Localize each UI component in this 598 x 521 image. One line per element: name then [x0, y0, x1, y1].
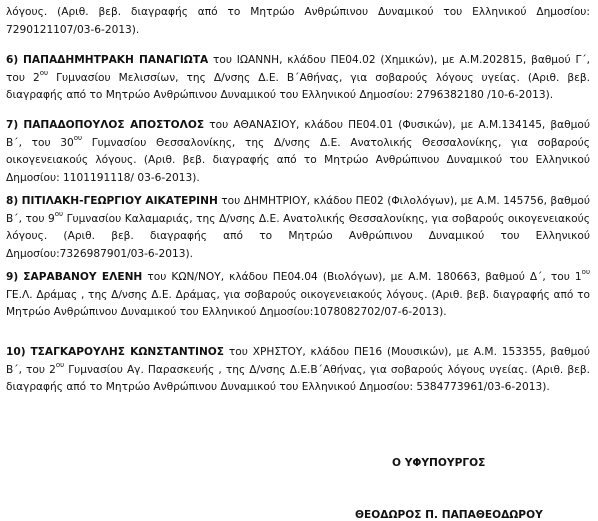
- item-text: του ΙΩΑΝΝΗ, κλάδου ΠΕ04.02 (Χημικών), με Α.Μ.202815, βαθμού Γ΄, του 2: [6, 54, 591, 84]
- item-text: Γυμνασίου Μελισσίων, της Δ/νσης Δ.Ε. Β΄Αθήνας, για σοβαρούς λόγους υγείας. (Αριθ. βεβ. διαγραφής από το Μητρώο Ανθρώπινου Δυναμικού του Ελληνικού Δημοσίου: 2796382180 /10-6-2013).: [6, 71, 590, 101]
- ordinal-suffix: ου: [54, 209, 64, 218]
- paragraph-text: λόγους. (Αριθ. βεβ. διαγραφής από το Μητρώο Ανθρώπινου Δυναμικού του Ελληνικού Δημοσίου: 7290121107/03-6-2013).: [6, 6, 590, 36]
- person-name: ΣΑΡΑΒΑΝΟΥ ΕΛΕΝΗ: [23, 271, 143, 283]
- list-item-7: [6, 117, 590, 187]
- item-text: του ΚΩΝ/ΝΟΥ, κλάδου ΠΕ04.04 (Βιολόγων), με Α.Μ. 180663, βαθμού Δ΄, του 1: [142, 271, 582, 283]
- ordinal-suffix: ου: [39, 68, 49, 77]
- item-text: Γυμνασίου Θεσσαλονίκης, της Δ/νσης Δ.Ε. Ανατολικής Θεσσαλονίκης, για σοβαρούς οικογενειακούς λόγους. (Αριθ. βεβ. διαγραφής από το Μητρώο Ανθρώπινου Δυναμικού του Ελληνικού Δημοσίου: 1101191118/ 03-6-2013).: [6, 136, 590, 184]
- item-number: 9): [6, 271, 19, 283]
- item-text: του ΧΡΗΣΤΟΥ, κλάδου ΠΕ16 (Μουσικών), με Α.Μ. 153355, βαθμού Β΄, του 2: [6, 346, 590, 376]
- item-text: του ΔΗΜΗΤΡΙΟΥ, κλάδου ΠΕ02 (Φιλολόγων), με Α.Μ. 145756, βαθμού Β΄, του 9: [6, 195, 591, 225]
- ordinal-suffix: ου: [55, 360, 65, 369]
- list-item-9: [6, 269, 590, 322]
- paragraph-continued: [6, 4, 590, 39]
- list-item-10: [6, 344, 590, 397]
- item-text: ΓΕ.Λ. Δράμας , της Δ/νσης Δ.Ε. Δράμας, για σοβαρούς οικογενειακούς λόγους. (Αριθ. βεβ. διαγραφής από το Μητρώο Ανθρώπινου Δυναμικού του Ελληνικού Δημοσίου:1078082702/07-6-2013).: [6, 288, 590, 318]
- item-text: Γυμνασίου Αγ. Παρασκευής , της Δ/νσης Δ.Ε.Β΄Αθήνας, για σοβαρούς λόγους υγείας. (Αριθ. βεβ. διαγραφής από το Μητρώο Ανθρώπινου Δυναμικού του Ελληνικού Δημοσίου: 5384773961/03-6-2013).: [6, 363, 590, 393]
- ordinal-suffix: ου: [581, 268, 591, 277]
- ordinal-suffix: ου: [73, 133, 83, 142]
- signature-title: Ο ΥΦΥΠΟΥΡΓΟΣ: [392, 457, 486, 469]
- item-number: 7): [6, 119, 19, 131]
- person-name: ΤΣΑΓΚΑΡΟΥΛΗΣ ΚΩΝΣΤΑΝΤΙΝΟΣ: [30, 346, 225, 358]
- item-number: 10): [6, 346, 26, 358]
- item-number: 8): [6, 195, 19, 207]
- list-item-8: [6, 193, 590, 263]
- person-name: ΠΙΤΙΛΑΚΗ-ΓΕΩΡΓΙΟΥ ΑΙΚΑΤΕΡΙΝΗ: [21, 195, 218, 207]
- item-number: 6): [6, 54, 19, 66]
- item-text: Γυμνασίου Καλαμαριάς, της Δ/νσης Δ.Ε. Ανατολικής Θεσσαλονίκης, για σοβαρούς οικογενειακούς λόγους. (Αριθ. βεβ. διαγραφής από το Μητρώο Ανθρώπινου Δυναμικού του Ελληνικού Δημοσίου:7326987901/03-6-2013).: [6, 212, 590, 260]
- item-text: του ΑΘΑΝΑΣΙΟΥ, κλάδου ΠΕ04.01 (Φυσικών), με Α.Μ.134145, βαθμού Β΄, του 30: [6, 119, 590, 149]
- signature-name: ΘΕΟΔΩΡΟΣ Π. ΠΑΠΑΘΕΟΔΩΡΟΥ: [355, 509, 543, 521]
- person-name: ΠΑΠΑΔΗΜΗΤΡΑΚΗ ΠΑΝΑΓΙΩΤΑ: [23, 54, 209, 66]
- list-item-6: [6, 52, 590, 105]
- person-name: ΠΑΠΑΔΟΠΟΥΛΟΣ ΑΠΟΣΤΟΛΟΣ: [23, 119, 205, 131]
